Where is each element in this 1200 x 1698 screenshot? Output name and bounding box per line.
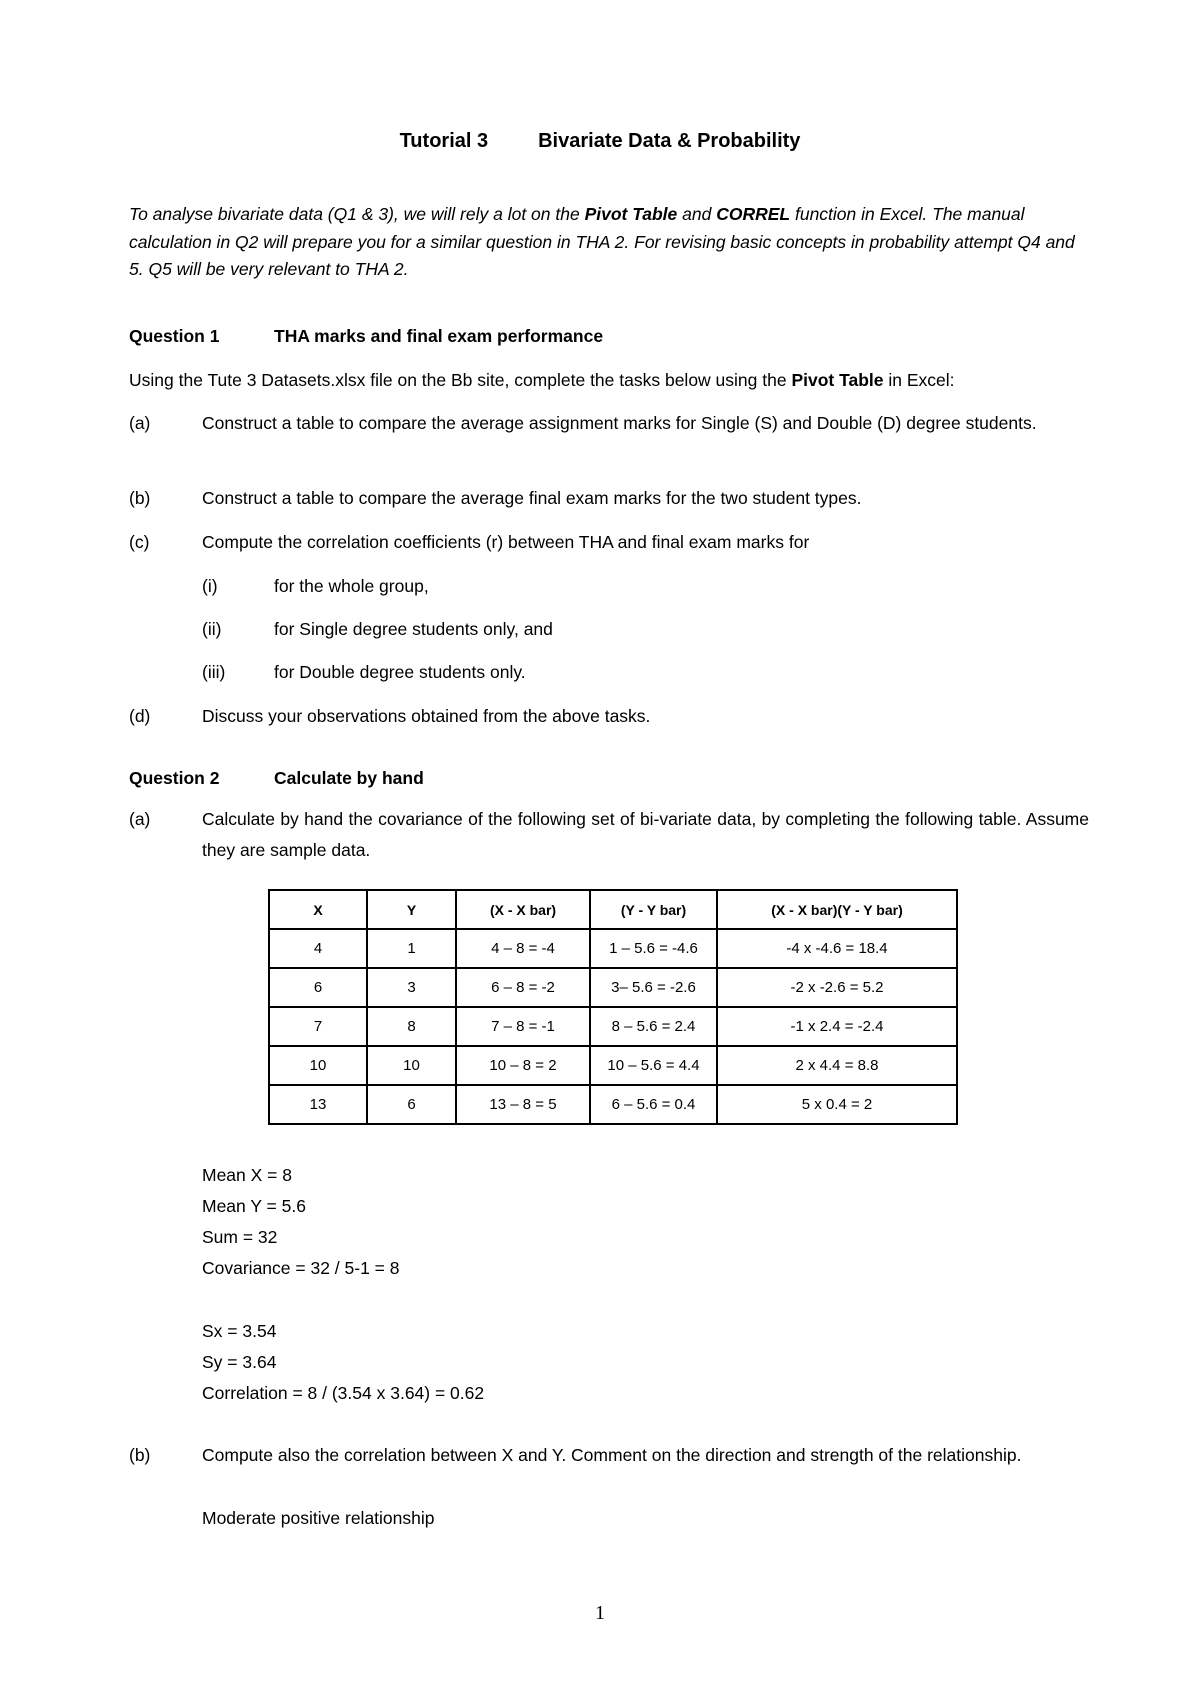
table-cell: 10 – 5.6 = 4.4 <box>590 1046 717 1085</box>
question-1-number: Question 1 <box>129 326 220 346</box>
q2-b-answer: Moderate positive relationship <box>202 1508 435 1528</box>
q1-subitem-i <box>202 575 429 597</box>
table-cell: -4 x -4.6 = 18.4 <box>717 929 957 968</box>
table-header-cell: (X - X bar)(Y - Y bar) <box>717 890 957 929</box>
item-label: (c) <box>129 532 150 552</box>
item-label: (d) <box>129 706 151 726</box>
item-label: (b) <box>129 488 151 508</box>
q1-subitem-ii <box>202 618 553 640</box>
table-cell: -2 x -2.6 = 5.2 <box>717 968 957 1007</box>
item-text: Discuss your observations obtained from the above tasks. <box>202 706 651 726</box>
item-text: Compute also the correlation between X and Y. Comment on the direction and strength of the relationship. <box>202 1445 1022 1465</box>
intro-text-2: and <box>677 204 717 224</box>
item-text: Compute the correlation coefficients (r) between THA and final exam marks for <box>202 532 810 552</box>
q1-item-a <box>129 408 1089 439</box>
intro-bold-correl: CORREL <box>716 204 791 224</box>
correlation-line: Correlation = 8 / (3.54 x 3.64) = 0.62 <box>202 1383 485 1403</box>
table-cell: 4 – 8 = -4 <box>456 929 590 968</box>
item-text: Construct a table to compare the average assignment marks for Single (S) and Double (D) degree students. <box>202 413 1037 433</box>
q2-item-a <box>129 804 1089 866</box>
item-text: Construct a table to compare the average final exam marks for the two student types. <box>202 488 862 508</box>
subitem-text: for Double degree students only. <box>274 662 526 682</box>
covariance-table <box>268 889 958 1125</box>
table-cell: 1 – 5.6 = -4.6 <box>590 929 717 968</box>
subitem-label: (i) <box>202 576 218 596</box>
table-cell: 6 <box>269 968 367 1007</box>
table-cell: 13 <box>269 1085 367 1124</box>
table-cell: 8 <box>367 1007 456 1046</box>
q1-subitem-iii <box>202 661 526 683</box>
table-cell: 10 – 8 = 2 <box>456 1046 590 1085</box>
covariance-line: Covariance = 32 / 5-1 = 8 <box>202 1258 400 1278</box>
mean-x-line: Mean X = 8 <box>202 1165 292 1185</box>
sum-line: Sum = 32 <box>202 1227 278 1247</box>
intro-paragraph <box>129 201 1089 284</box>
page-number: 1 <box>595 1602 605 1624</box>
table-row <box>269 968 957 1007</box>
table-cell: 1 <box>367 929 456 968</box>
sx-line: Sx = 3.54 <box>202 1321 277 1341</box>
intro-text-3: function in Excel. The manual calculation in Q2 will prepare you for a similar question in THA 2. For revising basic concepts in probability attempt Q4 and 5. Q5 will be very relevant to THA 2. <box>129 204 1075 279</box>
table-header-cell: (Y - Y bar) <box>590 890 717 929</box>
lead-bold-pivot: Pivot Table <box>791 370 884 390</box>
table-cell: 3– 5.6 = -2.6 <box>590 968 717 1007</box>
table-cell: 7 <box>269 1007 367 1046</box>
table-cell: -1 x 2.4 = -2.4 <box>717 1007 957 1046</box>
table-cell: 6 <box>367 1085 456 1124</box>
table-cell: 8 – 5.6 = 2.4 <box>590 1007 717 1046</box>
q1-item-d <box>129 701 1089 732</box>
question-1-lead <box>129 365 1089 396</box>
question-2-heading <box>129 767 424 789</box>
table-row <box>269 929 957 968</box>
question-1-title: THA marks and final exam performance <box>274 326 604 346</box>
table-row <box>269 1007 957 1046</box>
intro-bold-pivot: Pivot Table <box>584 204 678 224</box>
title-right: Bivariate Data & Probability <box>538 130 801 152</box>
table-row <box>269 1085 957 1124</box>
question-2-title: Calculate by hand <box>274 768 424 788</box>
table-cell: 6 – 5.6 = 0.4 <box>590 1085 717 1124</box>
intro-text-1: To analyse bivariate data (Q1 & 3), we will rely a lot on the <box>129 204 585 224</box>
subitem-label: (iii) <box>202 662 226 682</box>
item-label: (a) <box>129 809 151 829</box>
question-2-number: Question 2 <box>129 768 220 788</box>
title-left: Tutorial 3 <box>399 130 489 152</box>
table-header-cell: Y <box>367 890 456 929</box>
item-label: (a) <box>129 413 151 433</box>
table-cell: 5 x 0.4 = 2 <box>717 1085 957 1124</box>
table-header-row <box>269 890 957 929</box>
lead-text-1: Using the Tute 3 Datasets.xlsx file on the Bb site, complete the tasks below using the <box>129 370 792 390</box>
sy-line: Sy = 3.64 <box>202 1352 277 1372</box>
subitem-text: for Single degree students only, and <box>274 619 553 639</box>
table-cell: 4 <box>269 929 367 968</box>
subitem-label: (ii) <box>202 619 222 639</box>
page-title <box>0 130 1200 153</box>
table-cell: 7 – 8 = -1 <box>456 1007 590 1046</box>
mean-y-line: Mean Y = 5.6 <box>202 1196 306 1216</box>
q1-item-c <box>129 527 1089 558</box>
table-cell: 2 x 4.4 = 8.8 <box>717 1046 957 1085</box>
subitem-text: for the whole group, <box>274 576 429 596</box>
lead-text-2: in Excel: <box>883 370 955 390</box>
question-1-heading <box>129 325 603 347</box>
table-cell: 10 <box>269 1046 367 1085</box>
table-cell: 10 <box>367 1046 456 1085</box>
table-header-cell: X <box>269 890 367 929</box>
table-header-cell: (X - X bar) <box>456 890 590 929</box>
item-label: (b) <box>129 1445 151 1465</box>
item-text: Calculate by hand the covariance of the following set of bi-variate data, by completing the following table. Assume they are sample data. <box>202 809 1089 860</box>
table-cell: 13 – 8 = 5 <box>456 1085 590 1124</box>
table-cell: 6 – 8 = -2 <box>456 968 590 1007</box>
table-row <box>269 1046 957 1085</box>
q1-item-b <box>129 483 1089 514</box>
table-cell: 3 <box>367 968 456 1007</box>
q2-item-b <box>129 1440 1089 1471</box>
